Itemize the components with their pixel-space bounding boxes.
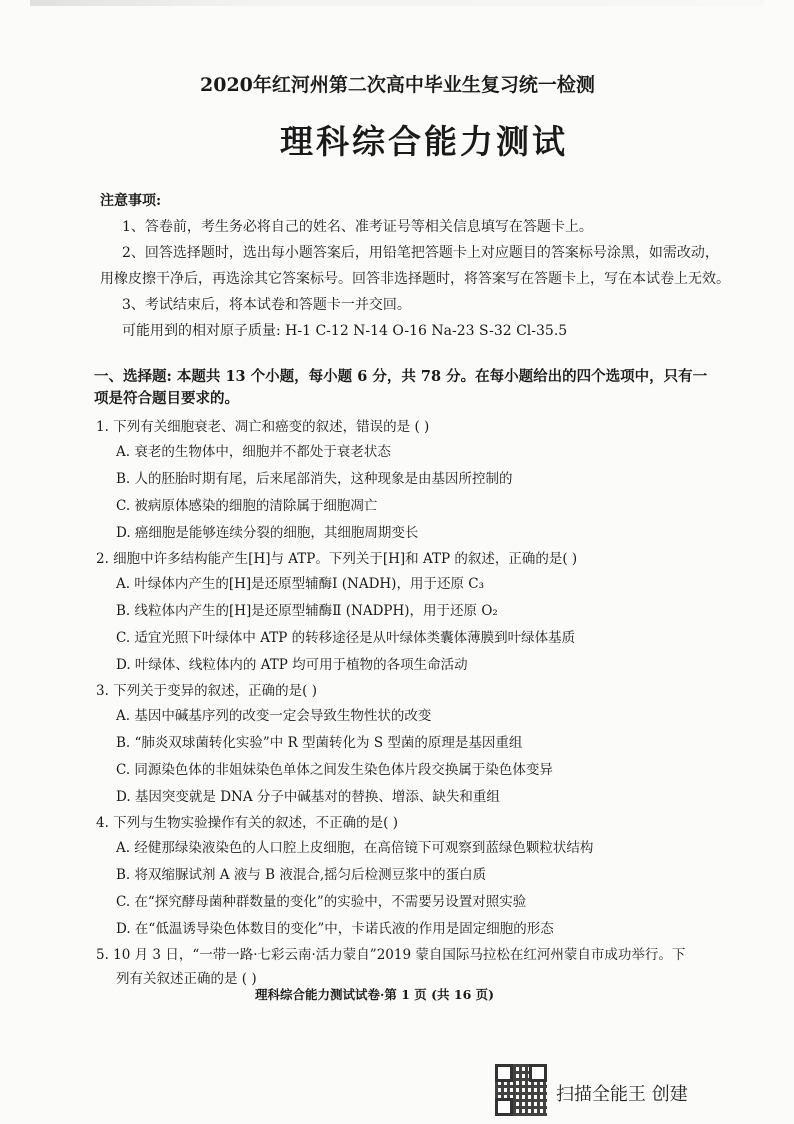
- option-a: A. 基因中碱基序列的改变一定会导致生物性状的改变: [116, 708, 432, 724]
- notice-item: 1、答卷前，考生务必将自己的姓名、准考证号等相关信息填写在答题卡上。: [122, 219, 593, 235]
- scan-edge: [30, 0, 764, 6]
- qr-code-icon: [495, 1064, 547, 1116]
- option-a: A. 衰老的生物体中，细胞并不都处于衰老状态: [116, 444, 391, 460]
- question-stem: 1. 下列有关细胞衰老、凋亡和癌变的叙述，错误的是 ( ): [96, 419, 430, 435]
- qr-finder-pattern: [495, 1098, 513, 1116]
- option-d: D. 基因突变就是 DNA 分子中碱基对的替换、增添、缺失和重组: [116, 789, 500, 805]
- main-title: 理科综合能力测试: [280, 122, 568, 161]
- section-heading-line: 一、选择题: 本题共 13 个小题，每小题 6 分，共 78 分。在每小题给出的四个选项中，只有一: [94, 368, 708, 385]
- question-stem: 4. 下列与生物实验操作有关的叙述，不正确的是( ): [96, 815, 398, 831]
- notice-heading: 注意事项:: [100, 193, 162, 209]
- page-footer: 理科综合能力测试试卷·第 1 页 (共 16 页): [255, 987, 495, 1002]
- atomic-mass-line: 可能用到的相对原子质量: H-1 C-12 N-14 O-16 Na-23 S-32 Cl-35.5: [122, 323, 568, 339]
- option-d: D. 叶绿体、线粒体内的 ATP 均可用于植物的各项生命活动: [116, 657, 468, 673]
- option-d: D. 在“低温诱导染色体数目的变化”中，卡诺氏液的作用是固定细胞的形态: [116, 921, 554, 937]
- question-5: [96, 943, 716, 991]
- section-heading: [94, 366, 714, 410]
- option-c: C. 被病原体感染的细胞的清除属于细胞凋亡: [116, 498, 378, 514]
- question-2: [96, 547, 716, 679]
- notice-item: 2、回答选择题时，选出每小题答案后，用铅笔把答题卡上对应题目的答案标号涂黑，如需改动，: [122, 245, 719, 261]
- option-b: B. “肺炎双球菌转化实验”中 R 型菌转化为 S 型菌的原理是基因重组: [116, 735, 523, 751]
- qr-finder-pattern: [495, 1064, 513, 1082]
- option-c: C. 适宜光照下叶绿体中 ATP 的转移途径是从叶绿体类囊体薄膜到叶绿体基质: [116, 630, 576, 646]
- question-stem: 3. 下列关于变异的叙述，正确的是( ): [96, 683, 317, 699]
- notice-item: 3、考试结束后，将本试卷和答题卡一并交回。: [122, 297, 411, 313]
- qr-finder-pattern: [529, 1064, 547, 1082]
- option-a: A. 经健那绿染液染色的人口腔上皮细胞，在高倍镜下可观察到蓝绿色颗粒状结构: [116, 840, 594, 856]
- question-1: [96, 415, 716, 547]
- option-b: B. 线粒体内产生的[H]是还原型辅酶Ⅱ (NADPH)，用于还原 O₂: [116, 603, 498, 619]
- question-stem: 2. 细胞中许多结构能产生[H]与 ATP。下列关于[H]和 ATP 的叙述，正确的是( ): [96, 551, 578, 567]
- section-heading-line: 项是符合题目要求的。: [94, 390, 239, 407]
- question-stem-continued: 列有关叙述正确的是 ( ): [116, 971, 257, 987]
- option-b: B. 将双缩脲试剂 A 液与 B 液混合,摇匀后检测豆浆中的蛋白质: [116, 867, 487, 883]
- option-b: B. 人的胚胎时期有尾，后来尾部消失，这种现象是由基因所控制的: [116, 471, 513, 487]
- question-3: [96, 679, 716, 811]
- question-list: [96, 415, 716, 991]
- notice-block: [100, 188, 730, 344]
- notice-item-continued: 用橡皮擦干净后，再选涂其它答案标号。回答非选择题时，将答案写在答题卡上，写在本试卷上无效。: [100, 271, 730, 287]
- option-c: C. 同源染色体的非姐妹染色单体之间发生染色体片段交换属于染色体变异: [116, 762, 553, 778]
- scanner-watermark: 扫描全能王 创建: [556, 1084, 688, 1105]
- question-4: [96, 811, 716, 943]
- option-a: A. 叶绿体内产生的[H]是还原型辅酶Ⅰ (NADH)，用于还原 C₃: [116, 576, 484, 592]
- question-stem: 5. 10 月 3 日，“一带一路·七彩云南·活力蒙自”2019 蒙自国际马拉松在红河州蒙自市成功举行。下: [96, 947, 686, 963]
- option-c: C. 在“探究酵母菌种群数量的变化”的实验中，不需要另设置对照实验: [116, 894, 527, 910]
- option-d: D. 癌细胞是能够连续分裂的细胞，其细胞周期变长: [116, 525, 419, 541]
- exam-title: 2020年红河州第二次高中毕业生复习统一检测: [200, 74, 595, 96]
